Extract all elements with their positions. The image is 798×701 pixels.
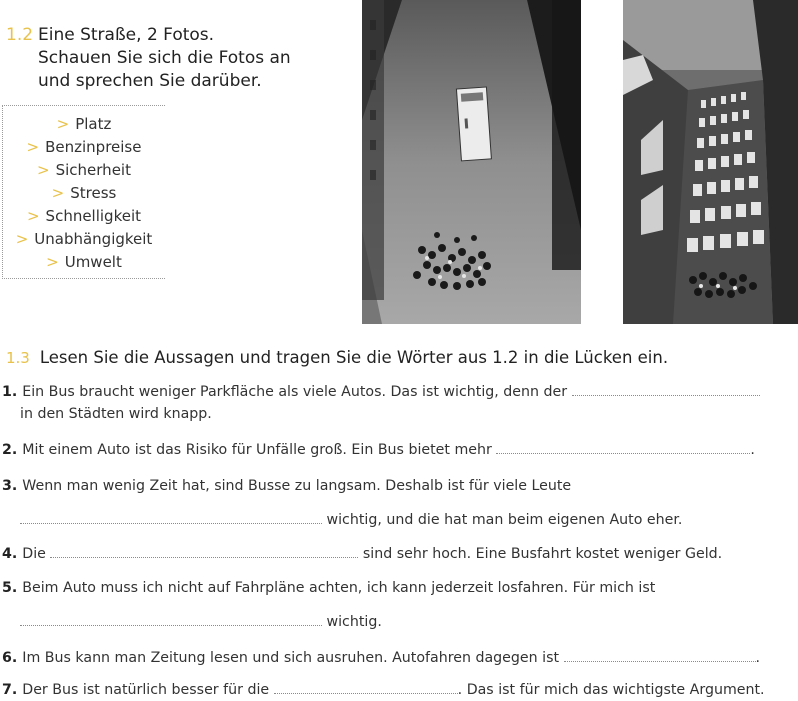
arrow-icon: > — [46, 253, 59, 271]
heading-line-1: Eine Straße, 2 Fotos. — [38, 25, 215, 45]
exercise-item-7: 7. Der Bus ist natürlich besser für die . Das ist für mich das wichtigste Argument. — [2, 679, 798, 701]
exercise-item-2: 2. Mit einem Auto ist das Risiko für Unfälle groß. Ein Bus bietet mehr . — [2, 439, 798, 461]
word-item: > Unabhängigkeit — [15, 230, 153, 248]
exercise-item-1: 1. Ein Bus braucht weniger Parkfläche als viele Autos. Das ist wichtig, denn der — [2, 381, 798, 403]
exercise-item-3: 3. Wenn man wenig Zeit hat, sind Busse zu langsam. Deshalb ist für viele Leute — [2, 478, 572, 494]
blank-gap[interactable] — [496, 439, 750, 454]
section-1-3-heading — [6, 346, 798, 370]
exercise-item-5: 5. Beim Auto muss ich nicht auf Fahrpläne achten, ich kann jederzeit losfahren. Für mich ist — [2, 580, 656, 596]
word-item: > Schnelligkeit — [26, 207, 142, 225]
photo-street-cars — [623, 0, 798, 324]
blank-gap[interactable] — [50, 543, 358, 558]
word-item: > Benzinpreise — [26, 138, 142, 156]
section-title: Lesen Sie die Aussagen und tragen Sie die Wörter aus 1.2 in die Lücken ein. — [39, 348, 669, 367]
word-item: > Sicherheit — [37, 161, 131, 179]
blank-gap[interactable] — [274, 679, 458, 694]
blank-gap[interactable] — [20, 509, 322, 524]
arrow-icon: > — [37, 161, 50, 179]
photo-street-bus — [362, 0, 581, 324]
word-item: > Platz — [56, 115, 112, 133]
blank-gap[interactable] — [572, 381, 760, 396]
arrow-icon: > — [26, 207, 40, 225]
section-1-2-heading — [6, 24, 336, 93]
arrow-icon: > — [51, 184, 65, 202]
word-box — [2, 105, 165, 279]
exercise-item-4: 4. Die sind sehr hoch. Eine Busfahrt kostet weniger Geld. — [2, 543, 798, 565]
exercise-item-6: 6. Im Bus kann man Zeitung lesen und sich ausruhen. Autofahren dagegen ist . — [2, 647, 798, 669]
exercise-item-5-cont: wichtig. — [20, 611, 798, 633]
arrow-icon: > — [15, 230, 29, 248]
word-item: > Umwelt — [46, 253, 122, 271]
arrow-icon: > — [26, 138, 40, 156]
exercise-item-1-cont: in den Städten wird knapp. — [20, 406, 212, 422]
section-number: 1.2 — [6, 25, 34, 45]
heading-line-3: und sprechen Sie darüber. — [38, 71, 262, 91]
heading-line-2: Schauen Sie sich die Fotos an — [38, 48, 291, 68]
blank-gap[interactable] — [564, 647, 756, 662]
word-item: > Stress — [51, 184, 117, 202]
arrow-icon: > — [56, 115, 70, 133]
blank-gap[interactable] — [20, 611, 322, 626]
section-number: 1.3 — [6, 349, 30, 367]
exercise-item-3-cont: wichtig, und die hat man beim eigenen Auto eher. — [20, 509, 798, 531]
